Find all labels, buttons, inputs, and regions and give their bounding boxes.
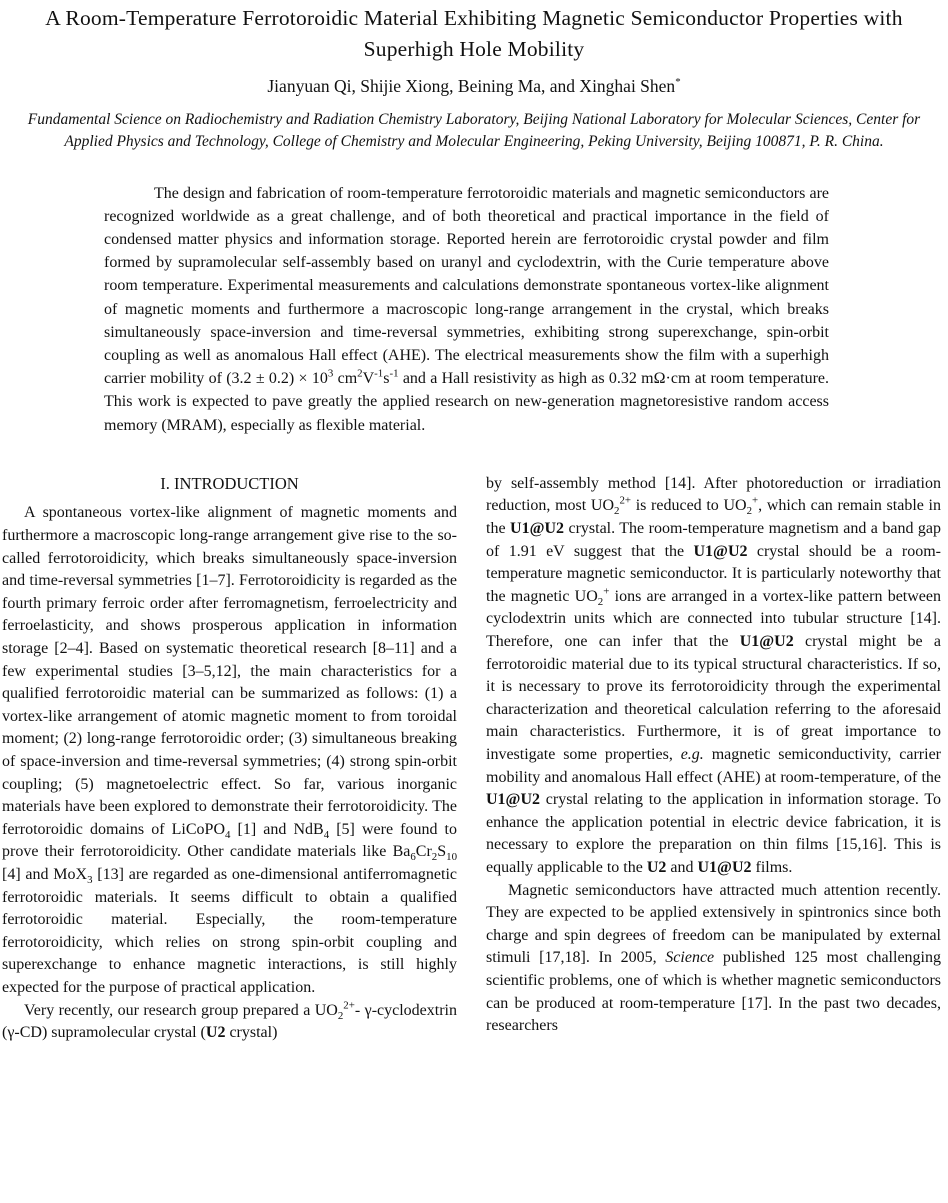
intro-paragraph-2: Very recently, our research group prepared a $UO_2^{2+}-$ γ-cyclodextrin (γ-CD) supramolecular crystal (U2 crystal) [2, 999, 458, 1042]
intro-paragraph-1: A spontaneous vortex-like alignment of magnetic moments and furthermore a macroscopic long-range arrangement give rise to the so-called ferrotoroidicity, which breaks simultaneously space-inversion and time-reversal symmetries [1–7]. Ferrotoroidicity is regarded as the fourth primary ferroic order after ferromagnetism, ferroelectricity and ferroelasticity, and shows prosperous application in information storage [2–4]. Based on systematic theoretical research [8–11] and a few experimental studies [3–5,12], the main characteristics for a qualified ferrotoroidic material can be summarized as follows: (1) a vortex-like arrangement of atomic magnetic moment to from toroidal moment; (2) long-range ferrotoroidic order; (3) simultaneous breaking of space-inversion and time-reversal symmetries; (4) strong spin-orbit coupling; (5) magnetoelectric effect. So far, various inorganic materials have been explored to demonstrate their ferrotoroidicity. The ferrotoroidic domains of LiCoPO$_4$ [1] and NdB$_4$ [5] were found to prove their ferrotoroidicity. Other candidate materials like $Ba_6Cr_2S_{10}$ [4] and MoX$_3$ [13] are regarded as one-dimensional antiferromagnetic ferrotoroidic materials. It seems difficult to obtain a qualified ferrotoroidic material. Especially, the room-temperature ferrotoroidicity, which relies on strong spin-orbit coupling and superexchange to enhance magnetic interactions, is still highly expected for the purpose of practical application. [2, 504, 458, 996]
two-column-body [2, 473, 941, 1045]
right-column [486, 473, 941, 1045]
author-line [0, 76, 948, 97]
intro-paragraph-3: Magnetic semiconductors have attracted much attention recently. They are expected to be applied extensively in spintronics since both charge and spin degrees of freedom can be manipulated by external stimuli [17,18]. In 2005, Science published 125 most challenging scientific problems, one of which is whether magnetic semiconductors can be produced at room-temperature [17]. In the past two decades, researchers [486, 881, 941, 1035]
author-names: Jianyuan Qi, Shijie Xiong, Beining Ma, and Xinghai Shen [267, 76, 676, 97]
paper-title: A Room-Temperature Ferrotoroidic Material Exhibiting Magnetic Semiconductor Properties with Superhigh Hole Mobility [45, 6, 903, 61]
paper-page [0, 3, 948, 1203]
intro-paragraph-2-continuation: by self-assembly method [14]. After photoreduction or irradiation reduction, most $UO_2^{2+}$ is reduced to $UO_2^+$, which can remain stable in the U1@U2 crystal. The room-temperature magnetism and a band gap of 1.91 eV suggest that the U1@U2 crystal should be a room-temperature magnetic semiconductor. It is particularly noteworthy that the magnetic $UO_2^+$ ions are arranged in a vortex-like pattern between cyclodextrin units which are connected into tubular structure [14]. Therefore, one can infer that the U1@U2 crystal might be a ferrotoroidic material due to its typical structural characteristics. If so, it is necessary to prove its ferrotoroidicity through the experimental characterization and theoretical calculation referring to the aforesaid main characteristics. Furthermore, it is of great importance to investigate some properties, e.g. magnetic semiconductivity, carrier mobility and anomalous Hall effect (AHE) at room-temperature, of the U1@U2 crystal relating to the application in information storage. To enhance the application potential in electric device fabrication, it is necessary to explore the preparation on thin films [15,16]. This is equally applicable to the U2 and U1@U2 films. [486, 474, 942, 876]
section-heading-introduction: I. INTRODUCTION [160, 473, 299, 493]
left-column [2, 473, 457, 1045]
affiliation: Fundamental Science on Radiochemistry and Radiation Chemistry Laboratory, Beijing National Laboratory for Molecular Sciences, Center for Applied Physics and Technology, College of Chemistry and Molecular Engineering, Peking University, Beijing 100871, P. R. China. [27, 111, 921, 151]
abstract-paragraph: The design and fabrication of room-temperature ferrotoroidic materials and magnetic semiconductors are recognized worldwide as a great challenge, and of both theoretical and practical importance in the field of condensed matter physics and information storage. Reported herein are ferrotoroidic crystal powder and film formed by supramolecular self-assembly based on uranyl and cyclodextrin, with the Curie temperature above room temperature. Experimental measurements and calculations demonstrate spontaneous vortex-like alignment of magnetic moments and furthermore a macroscopic long-range arrangement in the crystal, which breaks simultaneously space-inversion and time-reversal symmetries, exhibiting strong superexchange, spin-orbit coupling as well as anomalous Hall effect (AHE). The electrical measurements show the film with a superhigh carrier mobility of $(3.2 \pm 0.2) \times 10^3$ $cm^2V^{-1}s^{-1}$ and a Hall resistivity as high as 0.32 mΩ·cm at room temperature. This work is expected to pave greatly the applied research on new-generation magnetoresistive random access memory (MRAM), especially as flexible material. [104, 184, 830, 434]
corresponding-author-mark: * [675, 76, 681, 89]
